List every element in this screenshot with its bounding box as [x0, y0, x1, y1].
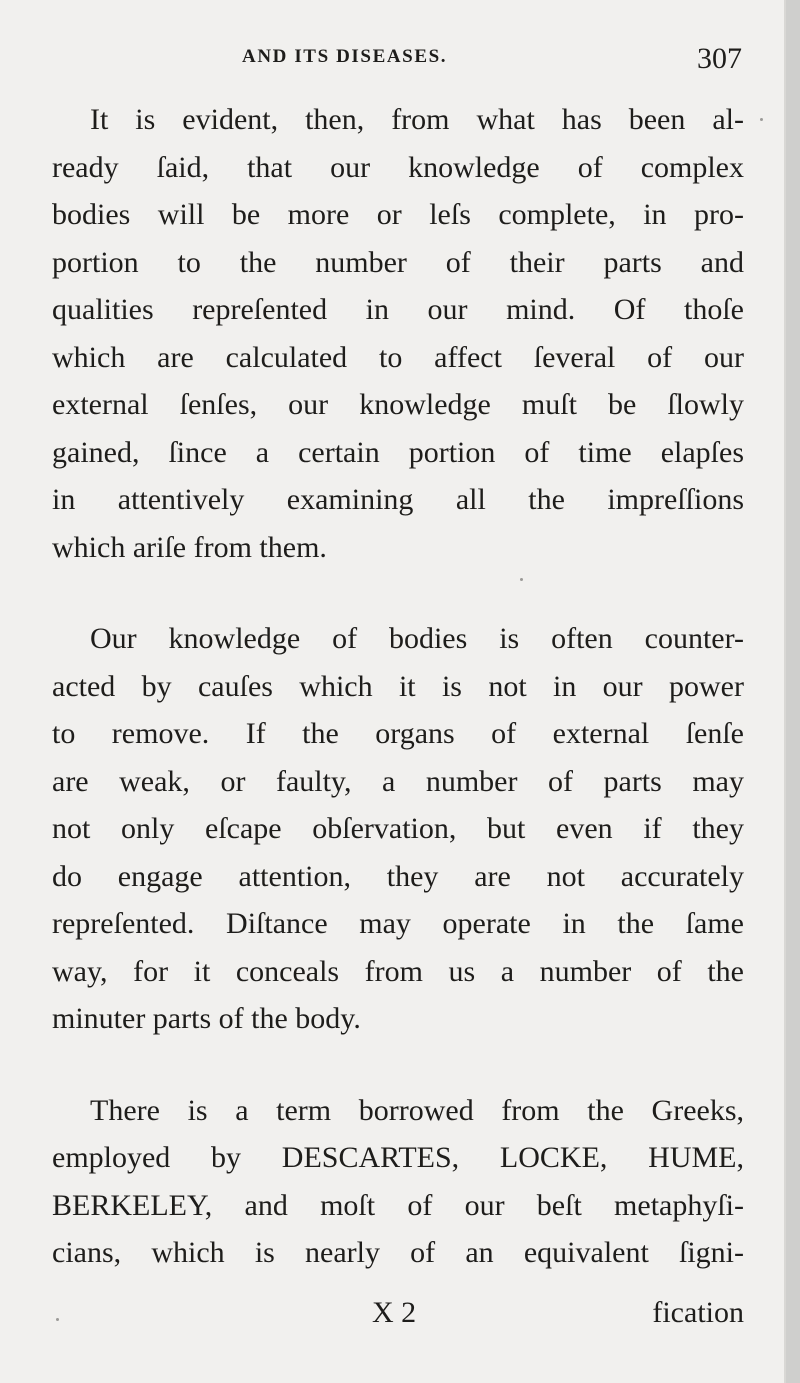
paragraph-3	[52, 1087, 744, 1277]
text-line: portion to the number of their parts and	[52, 245, 744, 279]
text-line: external ſenſes, our knowledge muſt be ſlowly	[52, 388, 744, 421]
running-head: AND ITS DISEASES.	[242, 46, 448, 67]
text-line: to remove. If the organs of external ſenſe	[52, 717, 744, 750]
text-line: BERKELEY, and moſt of our beſt metaphyſi-	[52, 1188, 744, 1222]
paragraph-2	[52, 615, 744, 1043]
text-line: cians, which is nearly of an equivalent ſigni-	[52, 1236, 744, 1269]
text-line: There is a term borrowed from the Greeks,	[90, 1093, 744, 1127]
page-number: 307	[697, 42, 742, 75]
text-line: bodies will be more or leſs complete, in pro-	[52, 198, 744, 231]
text-line: It is evident, then, from what has been al-	[90, 103, 744, 136]
text-line: ready ſaid, that our knowledge of complex	[52, 150, 744, 184]
paper-speck	[520, 578, 523, 581]
text-line: which are calculated to affect ſeveral of our	[52, 340, 744, 374]
text-line: employed by DESCARTES, LOCKE, HUME,	[52, 1141, 744, 1174]
text-line: way, for it conceals from us a number of the	[52, 954, 744, 988]
text-line: are weak, or faulty, a number of parts may	[52, 764, 744, 798]
text-line: not only eſcape obſervation, but even if they	[52, 812, 744, 845]
text-line: do engage attention, they are not accurately	[52, 859, 744, 893]
paper-speck	[56, 1318, 59, 1321]
text-line: acted by cauſes which it is not in our power	[52, 669, 744, 703]
catchword: fication	[652, 1296, 744, 1329]
text-line: minuter parts of the body.	[52, 1002, 361, 1035]
text-line: qualities repreſented in our mind. Of thoſe	[52, 293, 744, 326]
paragraph-1	[52, 96, 744, 571]
paper-speck	[760, 118, 763, 121]
page-header	[48, 40, 750, 90]
text-line: in attentively examining all the impreſſions	[52, 483, 744, 516]
body-text	[52, 96, 744, 1277]
text-line: Our knowledge of bodies is often counter-	[90, 622, 744, 655]
text-line: repreſented. Diſtance may operate in the ſame	[52, 907, 744, 940]
page-footer	[48, 1292, 748, 1342]
signature-mark: X 2	[372, 1296, 417, 1329]
page-edge	[786, 0, 800, 1383]
text-line: which ariſe from them.	[52, 530, 327, 564]
text-line: gained, ſince a certain portion of time elapſes	[52, 435, 744, 469]
